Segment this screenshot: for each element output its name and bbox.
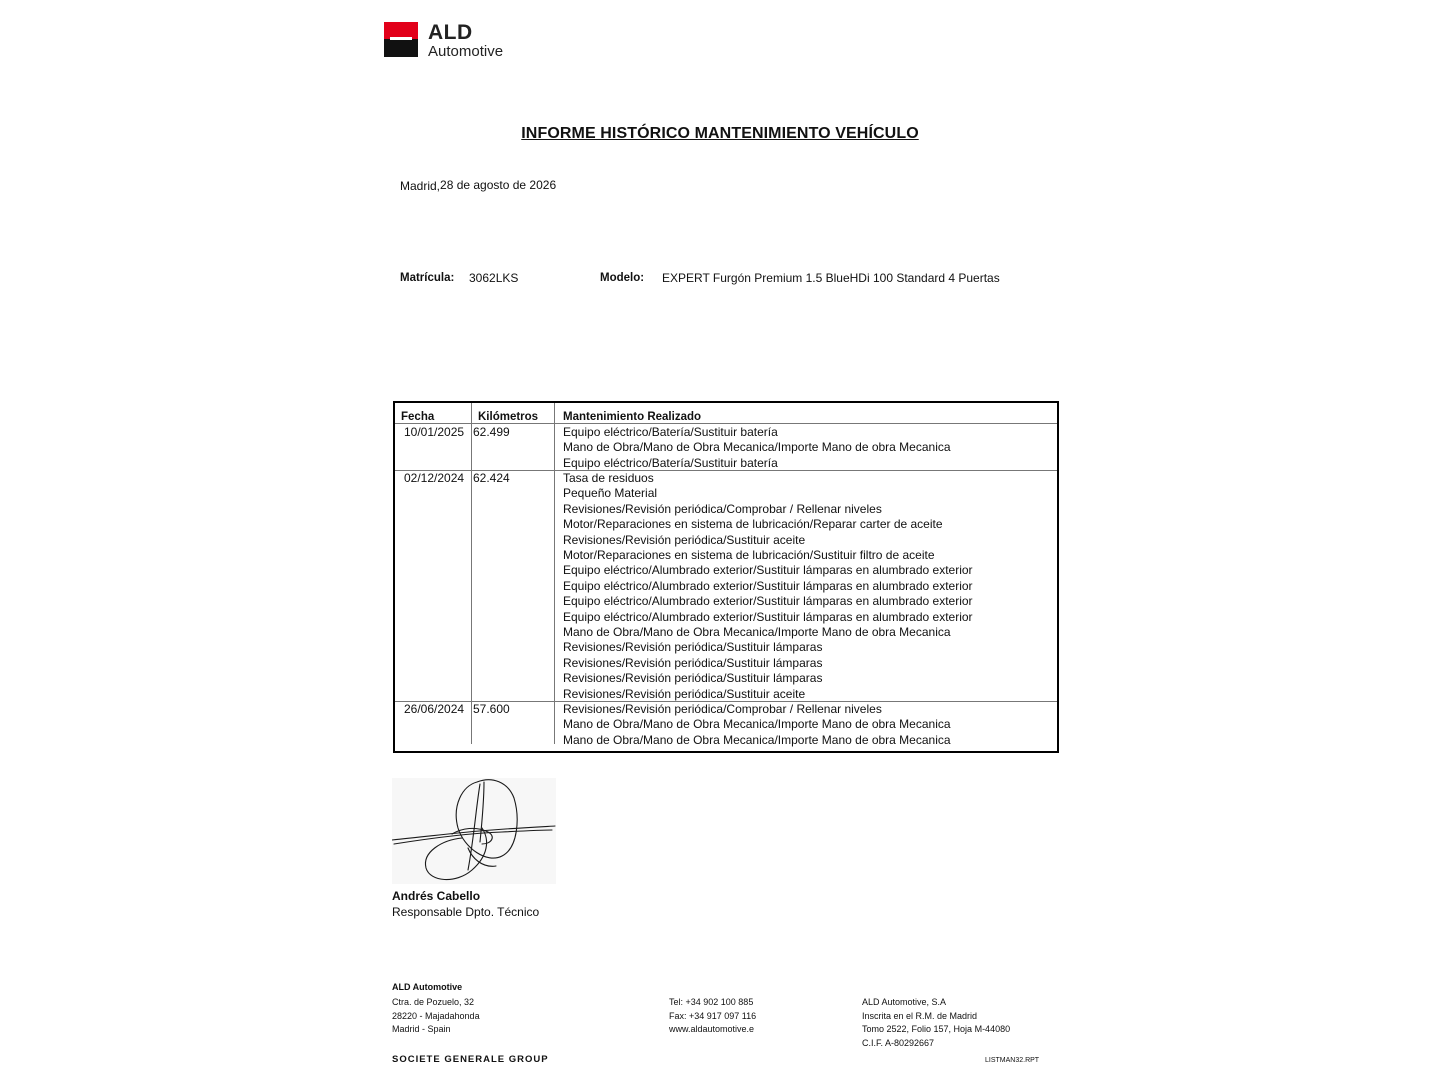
footer-address bbox=[392, 996, 480, 1037]
row-km: 57.600 bbox=[473, 702, 510, 716]
list-item: Equipo eléctrico/Batería/Sustituir batería bbox=[563, 425, 778, 439]
list-item: Equipo eléctrico/Alumbrado exterior/Sustituir lámparas en alumbrado exterior bbox=[563, 609, 973, 624]
list-item: Equipo eléctrico/Alumbrado exterior/Sustituir lámparas en alumbrado exterior bbox=[563, 578, 973, 593]
row-date: 10/01/2025 bbox=[404, 425, 465, 439]
signature-scribble-icon bbox=[392, 778, 556, 884]
plate-label: Matrícula: bbox=[400, 272, 455, 284]
plate-value: 3062LKS bbox=[469, 271, 519, 285]
list-item: Mano de Obra/Mano de Obra Mecanica/Importe Mano de obra Mecanica bbox=[563, 717, 951, 732]
signer-name: Andrés Cabello bbox=[392, 889, 481, 903]
row-km: 62.424 bbox=[473, 471, 510, 485]
model-value: EXPERT Furgón Premium 1.5 BlueHDi 100 Standard 4 Puertas bbox=[662, 271, 1000, 285]
header-km: Kilómetros bbox=[478, 411, 539, 423]
website-link[interactable]: www.aldautomotive.e bbox=[669, 1024, 755, 1034]
list-item: Revisiones/Revisión periódica/Comprobar / Rellenar niveles bbox=[563, 501, 882, 516]
legal-line: C.I.F. A-80292667 bbox=[862, 1037, 935, 1048]
row-km: 62.499 bbox=[473, 425, 510, 439]
logo-subtitle: Automotive bbox=[428, 43, 504, 60]
list-item: Revisiones/Revisión periódica/Sustituir lámparas bbox=[563, 671, 823, 686]
list-item: Revisiones/Revisión periódica/Comprobar / Rellenar niveles bbox=[563, 702, 882, 716]
address-line: Madrid - Spain bbox=[392, 1024, 451, 1034]
list-item: Pequeño Material bbox=[563, 486, 658, 501]
footer-company: ALD Automotive bbox=[392, 982, 463, 992]
list-item: Mano de Obra/Mano de Obra Mecanica/Importe Mano de obra Mecanica bbox=[563, 440, 951, 455]
legal-line: Inscrita en el R.M. de Madrid bbox=[862, 1010, 978, 1021]
row-items bbox=[563, 702, 951, 748]
address-line: Ctra. de Pozuelo, 32 bbox=[392, 997, 475, 1007]
date: 28 de agosto de 2026 bbox=[440, 178, 557, 192]
signer-role: Responsable Dpto. Técnico bbox=[392, 905, 540, 919]
list-item: Equipo eléctrico/Alumbrado exterior/Sustituir lámparas en alumbrado exterior bbox=[563, 594, 973, 609]
document-title: INFORME HISTÓRICO MANTENIMIENTO VEHÍCULO bbox=[521, 125, 919, 142]
list-item: Motor/Reparaciones en sistema de lubricación/Sustituir filtro de aceite bbox=[563, 548, 935, 563]
header-date: Fecha bbox=[401, 411, 435, 423]
column-divider bbox=[554, 403, 555, 744]
fax: Fax: +34 917 097 116 bbox=[669, 1010, 757, 1021]
list-item: Revisiones/Revisión periódica/Sustituir aceite bbox=[563, 686, 806, 701]
phone: Tel: +34 902 100 885 bbox=[669, 997, 754, 1007]
column-divider bbox=[471, 403, 472, 744]
list-item: Equipo eléctrico/Batería/Sustituir batería bbox=[563, 455, 778, 470]
footer-contact bbox=[669, 996, 756, 1037]
list-item: Tasa de residuos bbox=[563, 471, 654, 485]
ald-automotive-logo bbox=[384, 22, 512, 60]
address-line: 28220 - Majadahonda bbox=[392, 1010, 480, 1021]
list-item: Revisiones/Revisión periódica/Sustituir lámparas bbox=[563, 655, 823, 670]
header-work: Mantenimiento Realizado bbox=[563, 411, 702, 423]
row-date: 02/12/2024 bbox=[404, 471, 465, 485]
list-item: Motor/Reparaciones en sistema de lubricación/Reparar carter de aceite bbox=[563, 517, 943, 532]
place-date bbox=[400, 179, 556, 193]
row-items bbox=[563, 471, 973, 702]
list-item: Revisiones/Revisión periódica/Sustituir lámparas bbox=[563, 640, 823, 655]
list-item: Equipo eléctrico/Alumbrado exterior/Sustituir lámparas en alumbrado exterior bbox=[563, 563, 973, 578]
group-name: SOCIETE GENERALE GROUP bbox=[392, 1054, 549, 1065]
row-items bbox=[563, 425, 951, 471]
list-item: Mano de Obra/Mano de Obra Mecanica/Importe Mano de obra Mecanica bbox=[563, 625, 951, 640]
row-date: 26/06/2024 bbox=[404, 702, 465, 716]
logo-name: ALD bbox=[428, 21, 473, 44]
footer-legal bbox=[862, 996, 1010, 1050]
report-code: LISTMAN32.RPT bbox=[985, 1057, 1040, 1064]
maintenance-table bbox=[393, 401, 1059, 753]
list-item: Revisiones/Revisión periódica/Sustituir aceite bbox=[563, 532, 806, 547]
legal-line: ALD Automotive, S.A bbox=[862, 997, 947, 1007]
list-item: Mano de Obra/Mano de Obra Mecanica/Importe Mano de obra Mecanica bbox=[563, 732, 951, 747]
logo-mark-icon bbox=[384, 22, 418, 57]
city: Madrid, bbox=[400, 179, 441, 193]
legal-line: Tomo 2522, Folio 157, Hoja M-44080 bbox=[862, 1024, 1011, 1034]
signature bbox=[392, 778, 556, 884]
model-label: Modelo: bbox=[600, 272, 645, 284]
